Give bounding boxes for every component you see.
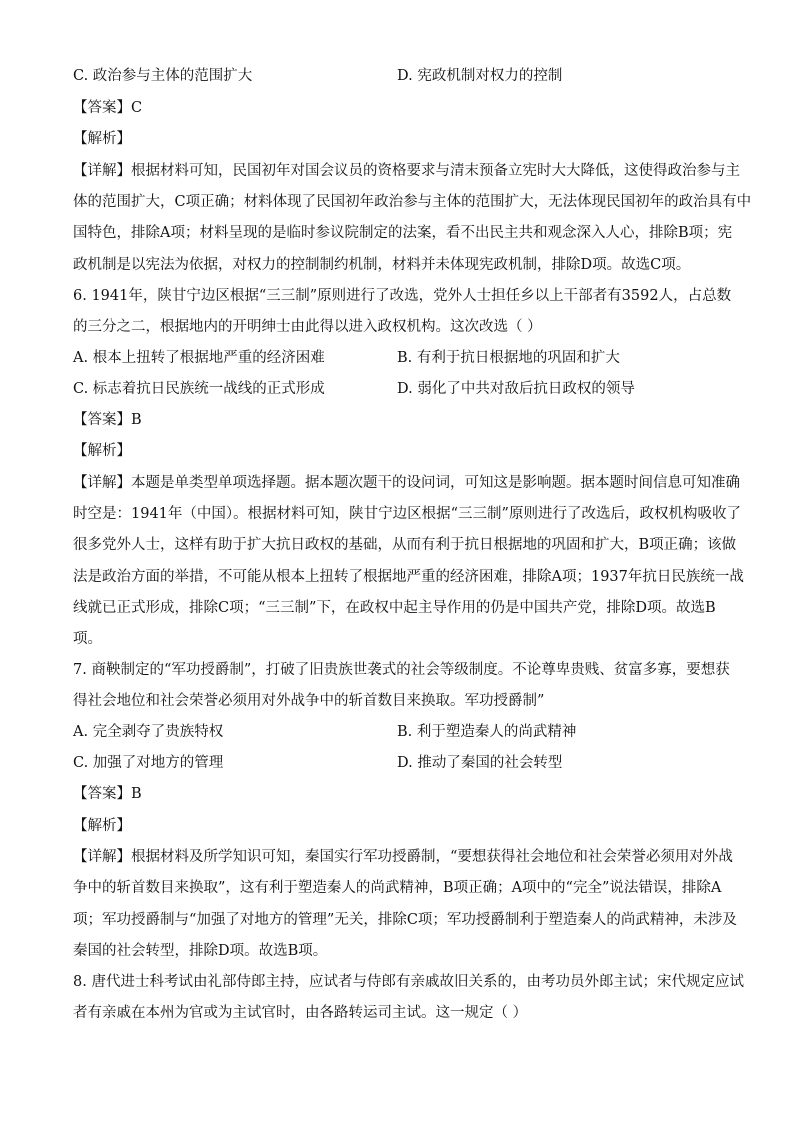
- q6-option-d: D. 弱化了中共对敌后抗日政权的领导: [397, 381, 635, 397]
- q7-detail-line: 项；军功授爵制与“加强了对地方的管理”无关，排除C项；军功授爵制利于塑造秦人的尚武精神，未涉及: [73, 912, 737, 928]
- q7-option-c: C. 加强了对地方的管理: [73, 755, 224, 771]
- q7-option-d: D. 推动了秦国的社会转型: [397, 755, 563, 771]
- q6-analysis-label: 【解析】: [73, 443, 131, 459]
- q6-detail-line: 很多党外人士，这样有助于扩大抗日政权的基础，从而有利于抗日根据地的巩固和扩大，B项正确；该做: [73, 537, 737, 553]
- q7-detail-line: 争中的斩首数目来换取”，这有利于塑造秦人的尚武精神，B项正确；A项中的“完全”说法错误，排除A: [73, 880, 722, 896]
- q8-stem-line: 者有亲戚在本州为官或为主试官时，由各路转运司主试。这一规定（ ）: [73, 1005, 528, 1021]
- q5-option-c: C. 政治参与主体的范围扩大: [73, 68, 253, 84]
- q5-detail-line: 【详解】根据材料可知，民国初年对国会议员的资格要求与清末预备立宪时大大降低，这使得政治参与主: [73, 163, 740, 179]
- q6-option-c: C. 标志着抗日民族统一战线的正式形成: [73, 381, 325, 397]
- q6-detail-line: 线就已正式形成，排除C项；“三三制”下，在政权中起主导作用的仍是中国共产党，排除D项。故选B: [73, 600, 716, 616]
- q6-detail-line: 时空是：1941年（中国）。根据材料可知，陕甘宁边区根据“三三制”原则进行了改选后，政权机构吸收了: [73, 506, 741, 522]
- q8-stem-line: 8. 唐代进士科考试由礼部侍郎主持，应试者与侍郎有亲戚故旧关系的，由考功员外郎主试；宋代规定应试: [73, 974, 744, 990]
- q7-stem-line: 得社会地位和社会荣誉必须用对外战争中的斩首数目来换取。军功授爵制”: [73, 693, 545, 709]
- q7-detail-line: 【详解】根据材料及所学知识可知，秦国实行军功授爵制，“要想获得社会地位和社会荣誉必须用对外战: [73, 849, 733, 865]
- q5-analysis-label: 【解析】: [73, 131, 131, 147]
- q6-stem-line: 的三分之二，根据地内的开明绅士由此得以进入政权机构。这次改选（ ）: [73, 319, 542, 335]
- q6-detail-line: 法是政治方面的举措，不可能从根本上扭转了根据地严重的经济困难，排除A项；1937年抗日民族统一战: [73, 569, 744, 585]
- q5-answer: 【答案】C: [73, 100, 143, 116]
- q5-detail-line: 体的范围扩大，C项正确；材料体现了民国初年政治参与主体的范围扩大，无法体现民国初年的政治具有中: [73, 194, 752, 210]
- q6-answer: 【答案】B: [73, 412, 142, 428]
- q6-option-a: A. 根本上扭转了根据地严重的经济困难: [73, 350, 325, 366]
- q7-analysis-label: 【解析】: [73, 818, 131, 834]
- q6-stem-line: 6. 1941年，陕甘宁边区根据“三三制”原则进行了改选，党外人士担任乡以上干部者有3592人，占总数: [73, 288, 732, 304]
- q6-detail-line: 项。: [73, 631, 102, 647]
- q5-detail-line: 政机制是以宪法为依据，对权力的控制制约机制，材料并未体现宪政机制，排除D项。故选C项。: [73, 257, 691, 273]
- q5-detail-line: 国特色，排除A项；材料呈现的是临时参议院制定的法案，看不出民主共和观念深入人心，排除B项；宪: [73, 225, 733, 241]
- q6-detail-line: 【详解】本题是单类型单项选择题。据本题次题干的设问词，可知这是影响题。据本题时间信息可知准确: [73, 475, 740, 491]
- q6-option-b: B. 有利于抗日根据地的巩固和扩大: [397, 350, 620, 366]
- q5-option-d: D. 宪政机制对权力的控制: [397, 68, 563, 84]
- q7-option-b: B. 利于塑造秦人的尚武精神: [397, 724, 577, 740]
- q7-detail-line: 秦国的社会转型，排除D项。故选B项。: [73, 943, 328, 959]
- q7-answer: 【答案】B: [73, 786, 142, 802]
- q7-stem-line: 7. 商鞅制定的“军功授爵制”，打破了旧贵族世袭式的社会等级制度。不论尊卑贵贱、贫富多寡，要想获: [73, 662, 730, 678]
- q7-option-a: A. 完全剥夺了贵族特权: [73, 724, 224, 740]
